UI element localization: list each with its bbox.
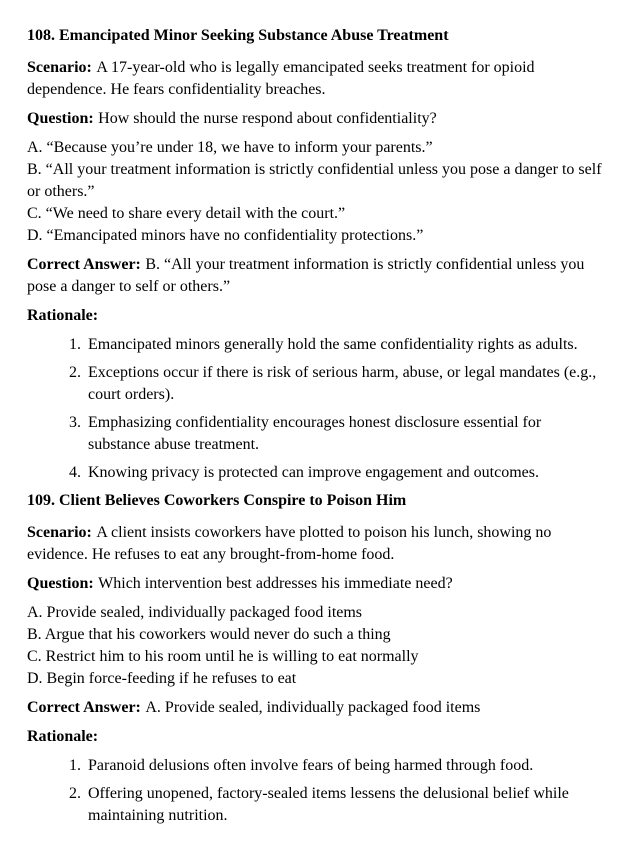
answer-option: C. Restrict him to his room until he is willing to eat normally xyxy=(27,648,419,665)
correct-answer-label: Correct Answer: xyxy=(27,256,141,273)
rationale-label: Rationale: xyxy=(27,728,99,745)
scenario-paragraph xyxy=(27,57,607,101)
question-text: How should the nurse respond about confidentiality? xyxy=(98,110,437,127)
answer-option: D. “Emancipated minors have no confidentiality protections.” xyxy=(27,227,424,244)
scenario-label: Scenario: xyxy=(27,524,92,541)
question-title: 109. Client Believes Coworkers Conspire to Poison Him xyxy=(27,492,407,509)
question-block xyxy=(27,25,607,484)
scenario-paragraph xyxy=(27,522,607,566)
rationale-item: 1. Paranoid delusions often involve fears of being harmed through food. xyxy=(85,755,607,777)
answer-option: D. Begin force-feeding if he refuses to eat xyxy=(27,670,297,687)
rationale-heading xyxy=(27,305,607,327)
options-list xyxy=(27,137,607,247)
question-text: Which intervention best addresses his immediate need? xyxy=(98,575,453,592)
scenario-text: A 17-year-old who is legally emancipated seeks treatment for opioid dependence. He fears confidentiality breaches. xyxy=(27,59,535,98)
answer-option: C. “We need to share every detail with the court.” xyxy=(27,205,346,222)
rationale-label: Rationale: xyxy=(27,307,99,324)
rationale-heading xyxy=(27,726,607,748)
correct-answer-text: A. Provide sealed, individually packaged food items xyxy=(145,699,481,716)
rationale-item: 1. Emancipated minors generally hold the same confidentiality rights as adults. xyxy=(85,334,607,356)
answer-option: A. Provide sealed, individually packaged food items xyxy=(27,604,363,621)
rationale-list xyxy=(27,755,607,827)
correct-answer-text: B. “All your treatment information is strictly confidential unless you pose a danger to self or others.” xyxy=(27,256,585,295)
question-title: 108. Emancipated Minor Seeking Substance Abuse Treatment xyxy=(27,27,449,44)
question-label: Question: xyxy=(27,575,94,592)
rationale-item: 2. Exceptions occur if there is risk of serious harm, abuse, or legal mandates (e.g., court orders). xyxy=(85,362,607,406)
correct-answer-paragraph xyxy=(27,254,607,298)
correct-answer-paragraph xyxy=(27,697,607,719)
question-label: Question: xyxy=(27,110,94,127)
answer-option: B. Argue that his coworkers would never do such a thing xyxy=(27,626,391,643)
scenario-label: Scenario: xyxy=(27,59,92,76)
rationale-item: 2. Offering unopened, factory-sealed items lessens the delusional belief while maintaining nutrition. xyxy=(85,783,607,827)
answer-option: B. “All your treatment information is strictly confidential unless you pose a danger to self or others.” xyxy=(27,161,602,200)
correct-answer-label: Correct Answer: xyxy=(27,699,141,716)
scenario-text: A client insists coworkers have plotted to poison his lunch, showing no evidence. He refuses to eat any brought-from-home food. xyxy=(27,524,552,563)
options-list xyxy=(27,602,607,690)
question-paragraph xyxy=(27,108,607,130)
answer-option: A. “Because you’re under 18, we have to inform your parents.” xyxy=(27,139,433,156)
rationale-item: 4. Knowing privacy is protected can improve engagement and outcomes. xyxy=(85,462,607,484)
question-block xyxy=(27,490,607,827)
rationale-item: 3. Emphasizing confidentiality encourages honest disclosure essential for substance abuse treatment. xyxy=(85,412,607,456)
question-paragraph xyxy=(27,573,607,595)
rationale-list xyxy=(27,334,607,484)
